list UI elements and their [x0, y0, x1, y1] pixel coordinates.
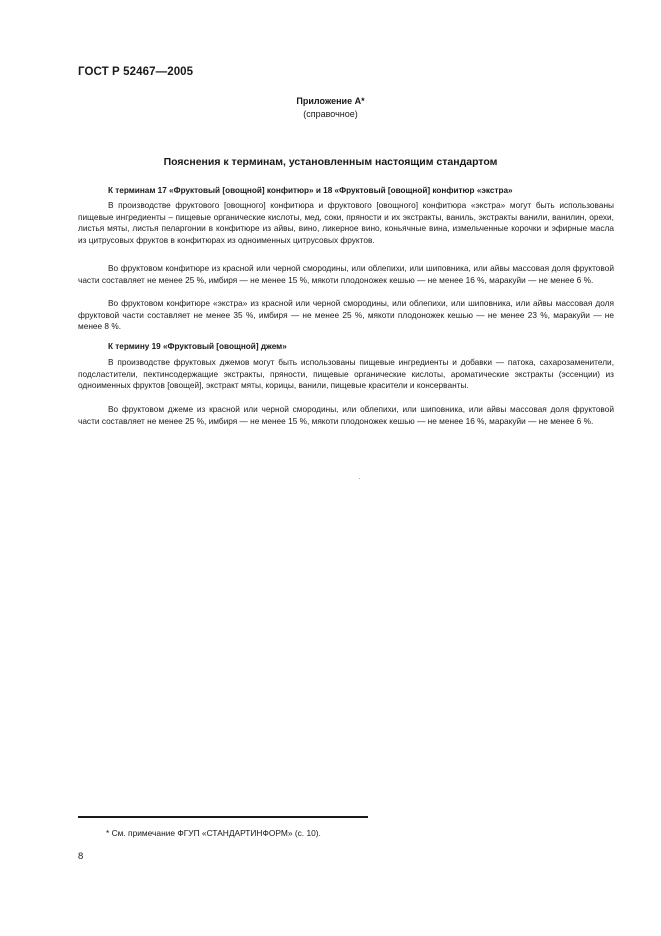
paragraph: В производстве фруктового [овощного] конфитюра и фруктового [овощного] конфитюра «экстра» могут быть использованы пищевые ингредиенты – пищевые органические кислоты, мед, соки, пряности и их экстракты, ваниль, экстракты ванили, ванилин, орехи, листья мяты, листья пеларгонии в конфитюре из айвы, вино, ликерное вино, коньячные вина, измельченные корочки и эфирные масла из цитрусовых фруктов в конфитюрах из одноименных цитрусовых фруктов.	[78, 200, 614, 246]
paragraph: Во фруктовом конфитюре из красной или черной смородины, или облепихи, или шиповника, или айвы массовая доля фруктовой части составляет не менее 25 %, имбиря — не менее 15 %, мякоти плодоножек кешью — не менее 16 %, маракуйи — не менее 6 %.	[78, 263, 614, 285]
term-heading-17-18: К терминам 17 «Фруктовый [овощной] конфитюр» и 18 «Фруктовый [овощной] конфитюр «экстра»	[108, 186, 513, 195]
scan-speck	[359, 478, 360, 479]
term-heading-19: К термину 19 «Фруктовый [овощной] джем»	[108, 342, 287, 351]
footnote-divider	[78, 816, 368, 818]
paragraph: Во фруктовом конфитюре «экстра» из красной или черной смородины, или облепихи, или шиповника, или айвы массовая доля фруктовой части составляет не менее 35 %, имбиря — не менее 25 %, мякоти плодоножек кешью — не менее 23 %, маракуйи — не менее 8 %.	[78, 298, 614, 332]
section-heading: Пояснения к терминам, установленным настоящим стандартом	[163, 156, 498, 168]
page-number: 8	[78, 851, 84, 862]
appendix-subtitle: (справочное)	[303, 109, 358, 119]
appendix-title: Приложение А*	[296, 96, 365, 106]
paragraph: В производстве фруктовых джемов могут быть использованы пищевые ингредиенты и добавки — патока, сахарозаменители, подсластители, пектинсодержащие экстракты, пряности, пищевые органические кислоты, ароматические экстракты (эссенции) из одноименных фруктов [овощей], экстракт мяты, корицы, ванили, пищевые красители и консерванты.	[78, 357, 614, 391]
document-code: ГОСТ Р 52467—2005	[78, 66, 194, 78]
footnote: * См. примечание ФГУП «СТАНДАРТИНФОРМ» (с. 10).	[106, 828, 321, 838]
paragraph: Во фруктовом джеме из красной или черной смородины, или облепихи, или шиповника, или айвы массовая доля фруктовой части составляет не менее 25 %, имбиря — не менее 15 %, мякоти плодоножек кешью — не менее 16 %, маракуйи — не менее 6 %.	[78, 404, 614, 426]
